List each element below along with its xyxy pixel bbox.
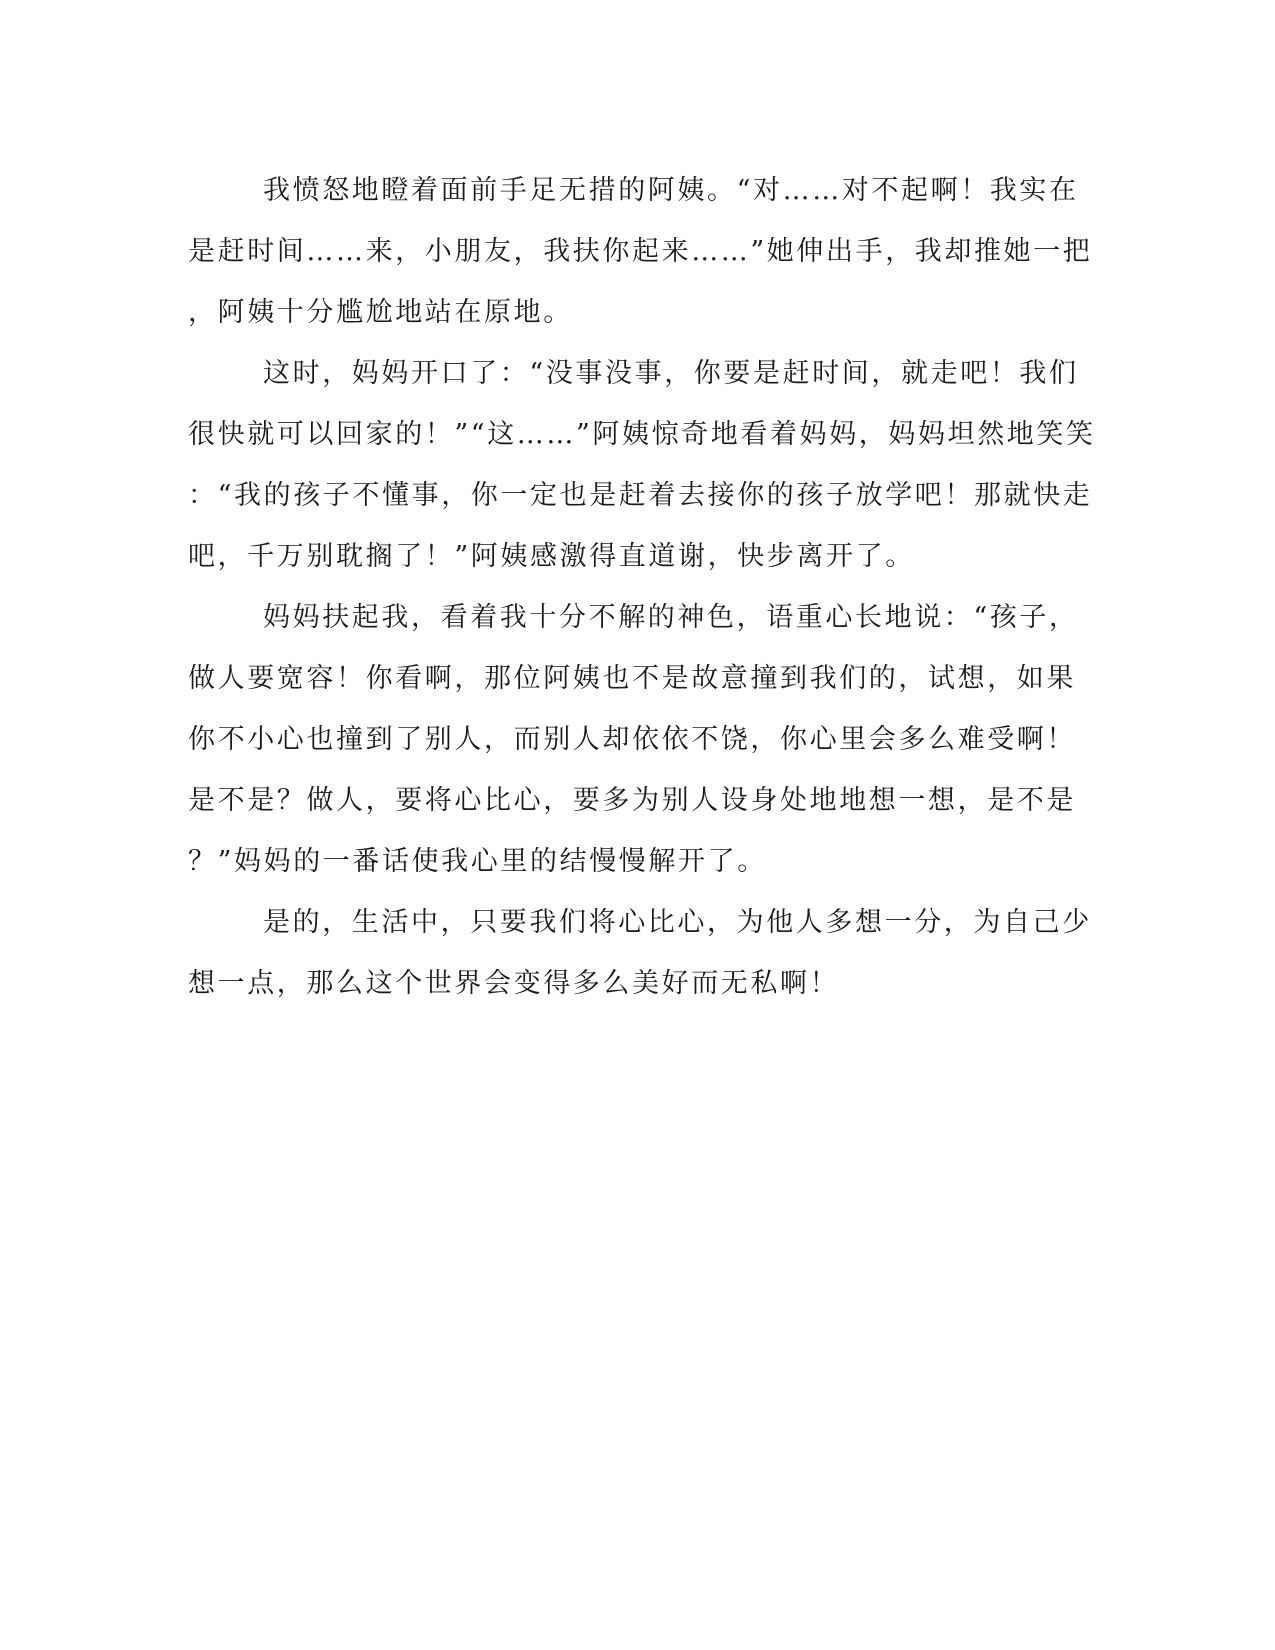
- text-line: 你不小心也撞到了别人，而别人却依依不饶，你心里会多么难受啊！: [188, 724, 1076, 755]
- paragraph-4: [188, 892, 1092, 1014]
- text-line: 做人要宽容！你看啊，那位阿姨也不是故意撞到我们的，试想，如果: [188, 663, 1076, 694]
- text-line: ？”妈妈的一番话使我心里的结慢慢解开了。: [188, 846, 767, 877]
- paragraph-1: [188, 160, 1093, 343]
- text-line: 吧，千万别耽搁了！”阿姨感激得直道谢，快步离开了。: [188, 541, 915, 572]
- text-line: 很快就可以回家的！”“这……”阿姨惊奇地看着妈妈，妈妈坦然地笑笑: [188, 419, 1096, 450]
- paragraph-2: [188, 343, 1096, 587]
- text-line: ：“我的孩子不懂事，你一定也是赶着去接你的孩子放学吧！那就快走: [188, 480, 1093, 511]
- text-line: 是赶时间……来，小朋友，我扶你起来……”她伸出手，我却推她一把: [188, 236, 1093, 267]
- text-line: 我愤怒地瞪着面前手足无措的阿姨。“对……对不起啊！我实在: [263, 175, 1079, 206]
- text-line: 是不是？做人，要将心比心，要多为别人设身处地地想一想，是不是: [188, 785, 1076, 816]
- text-line: 是的，生活中，只要我们将心比心，为他人多想一分，为自己少: [263, 907, 1092, 938]
- paragraph-3: [188, 587, 1079, 892]
- text-line: 想一点，那么这个世界会变得多么美好而无私啊！: [188, 968, 840, 999]
- text-line: ，阿姨十分尴尬地站在原地。: [188, 297, 573, 328]
- document-page: [188, 160, 1096, 1014]
- text-line: 妈妈扶起我，看着我十分不解的神色，语重心长地说：“孩子，: [263, 602, 1079, 633]
- text-line: 这时，妈妈开口了：“没事没事，你要是赶时间，就走吧！我们: [263, 358, 1079, 389]
